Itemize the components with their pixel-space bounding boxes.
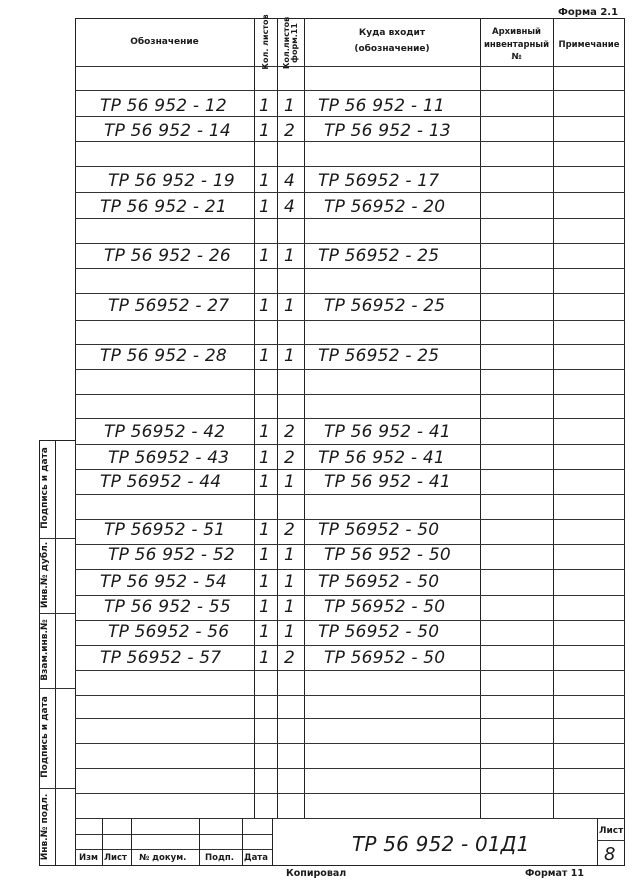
header-where-used-1: Куда входит bbox=[358, 28, 426, 38]
row-designation: ТР 56 952 - 21 bbox=[100, 197, 227, 217]
row-line bbox=[75, 116, 625, 117]
row-sheet-count: 1 bbox=[259, 572, 271, 592]
row-sheet-count: 1 bbox=[259, 472, 271, 492]
row-sheet-count: 1 bbox=[259, 545, 271, 565]
row-format-count: 1 bbox=[284, 545, 296, 565]
row-designation: ТР 56952 - 56 bbox=[108, 622, 230, 642]
row-line bbox=[75, 166, 625, 167]
row-format-count: 4 bbox=[284, 197, 296, 217]
tb-col-1 bbox=[102, 818, 103, 866]
row-format-count: 1 bbox=[284, 572, 296, 592]
row-sheet-count: 1 bbox=[259, 448, 271, 468]
row-where-used: ТР 56 952 - 13 bbox=[324, 121, 451, 141]
row-where-used: ТР 56952 - 25 bbox=[318, 246, 440, 266]
row-format-count: 1 bbox=[284, 597, 296, 617]
row-where-used: ТР 56952 - 50 bbox=[318, 572, 440, 592]
header-bottom-line bbox=[75, 66, 625, 67]
row-line bbox=[75, 645, 625, 646]
row-designation: ТР 56 952 - 52 bbox=[108, 545, 235, 565]
row-format-count: 2 bbox=[284, 422, 296, 442]
row-line bbox=[75, 695, 625, 696]
tb-col-sheet bbox=[597, 818, 598, 866]
row-designation: ТР 56952 - 51 bbox=[104, 520, 226, 540]
row-where-used: ТР 56952 - 50 bbox=[324, 648, 446, 668]
header-note: Примечание bbox=[558, 40, 620, 50]
row-line bbox=[75, 218, 625, 219]
row-designation: ТР 56 952 - 54 bbox=[100, 572, 227, 592]
row-designation: ТР 56 952 - 19 bbox=[108, 171, 235, 191]
row-line bbox=[75, 394, 625, 395]
row-where-used: ТР 56952 - 50 bbox=[318, 622, 440, 642]
row-designation: ТР 56 952 - 14 bbox=[104, 121, 231, 141]
tb-col-2 bbox=[131, 818, 132, 866]
row-line bbox=[75, 90, 625, 91]
header-sheet-count: Кол. листов bbox=[261, 14, 270, 70]
side-label-inv-orig: Инв.№ подл. bbox=[40, 793, 50, 861]
row-where-used: ТР 56952 - 50 bbox=[318, 520, 440, 540]
tb-label-doc-no: № докум. bbox=[139, 853, 187, 863]
row-line bbox=[75, 718, 625, 719]
row-designation: ТР 56952 - 44 bbox=[100, 472, 222, 492]
row-line bbox=[75, 418, 625, 419]
row-sheet-count: 1 bbox=[259, 171, 271, 191]
row-line bbox=[75, 268, 625, 269]
row-where-used: ТР 56952 - 17 bbox=[318, 171, 440, 191]
row-line bbox=[75, 670, 625, 671]
row-designation: ТР 56 952 - 26 bbox=[104, 246, 231, 266]
row-designation: ТР 56 952 - 12 bbox=[100, 96, 227, 116]
title-block-top bbox=[75, 818, 625, 819]
tb-label-date: Дата bbox=[244, 853, 268, 863]
row-where-used: ТР 56 952 - 41 bbox=[318, 448, 445, 468]
row-format-count: 2 bbox=[284, 648, 296, 668]
tb-label-sheet-right: Лист bbox=[599, 826, 624, 836]
row-format-count: 1 bbox=[284, 96, 296, 116]
row-format-count: 1 bbox=[284, 346, 296, 366]
footer-copied: Копировал bbox=[286, 868, 347, 879]
row-line bbox=[75, 620, 625, 621]
header-archive-1: Архивный bbox=[492, 27, 541, 37]
row-line bbox=[75, 369, 625, 370]
row-sheet-count: 1 bbox=[259, 197, 271, 217]
header-where-used-2: (обозначение) bbox=[354, 44, 430, 54]
row-sheet-count: 1 bbox=[259, 296, 271, 316]
row-line bbox=[75, 768, 625, 769]
tb-label-change: Изм bbox=[79, 853, 99, 863]
row-designation: ТР 56952 - 57 bbox=[100, 648, 222, 668]
row-where-used: ТР 56 952 - 41 bbox=[324, 472, 451, 492]
tb-sheet-divider bbox=[597, 840, 625, 841]
row-line bbox=[75, 141, 625, 142]
row-sheet-count: 1 bbox=[259, 597, 271, 617]
row-format-count: 1 bbox=[284, 296, 296, 316]
row-line bbox=[75, 344, 625, 345]
row-where-used: ТР 56 952 - 11 bbox=[318, 96, 445, 116]
header-sheet-count-format: Кол.листов форм.11 bbox=[282, 16, 299, 70]
row-designation: ТР 56 952 - 28 bbox=[100, 346, 227, 366]
header-archive-2: инвентарный bbox=[483, 40, 550, 50]
row-line bbox=[75, 793, 625, 794]
row-where-used: ТР 56 952 - 50 bbox=[324, 545, 451, 565]
form-label: Форма 2.1 bbox=[558, 7, 619, 18]
row-format-count: 1 bbox=[284, 246, 296, 266]
row-line bbox=[75, 595, 625, 596]
row-designation: ТР 56952 - 27 bbox=[108, 296, 230, 316]
footer-format: Формат 11 bbox=[525, 868, 584, 879]
row-format-count: 1 bbox=[284, 472, 296, 492]
row-line bbox=[75, 569, 625, 570]
side-strip-divider bbox=[55, 440, 56, 866]
row-format-count: 4 bbox=[284, 171, 296, 191]
row-sheet-count: 1 bbox=[259, 96, 271, 116]
document-code: ТР 56 952 - 01Д1 bbox=[352, 832, 530, 856]
row-sheet-count: 1 bbox=[259, 346, 271, 366]
row-sheet-count: 1 bbox=[259, 121, 271, 141]
row-where-used: ТР 56952 - 25 bbox=[324, 296, 446, 316]
sheet-number: 8 bbox=[604, 844, 616, 865]
tb-col-5 bbox=[272, 818, 273, 866]
row-line bbox=[75, 444, 625, 445]
header-designation: Обозначение bbox=[130, 37, 199, 47]
row-designation: ТР 56952 - 43 bbox=[108, 448, 230, 468]
row-format-count: 1 bbox=[284, 622, 296, 642]
tb-col-3 bbox=[199, 818, 200, 866]
row-sheet-count: 1 bbox=[259, 520, 271, 540]
row-designation: ТР 56 952 - 55 bbox=[104, 597, 231, 617]
row-sheet-count: 1 bbox=[259, 648, 271, 668]
tb-label-signature: Подп. bbox=[205, 853, 234, 863]
side-label-sign-date-bottom: Подпись и дата bbox=[40, 696, 50, 778]
row-line bbox=[75, 743, 625, 744]
side-label-inv-dup: Инв.№ дубл. bbox=[40, 541, 50, 609]
row-format-count: 2 bbox=[284, 520, 296, 540]
row-line bbox=[75, 243, 625, 244]
row-where-used: ТР 56952 - 50 bbox=[324, 597, 446, 617]
header-archive-3: № bbox=[511, 52, 522, 62]
row-where-used: ТР 56952 - 25 bbox=[318, 346, 440, 366]
side-label-replace-inv: Взам.инв.№ bbox=[40, 619, 50, 681]
row-where-used: ТР 56 952 - 41 bbox=[324, 422, 451, 442]
row-designation: ТР 56952 - 42 bbox=[104, 422, 226, 442]
tb-col-4 bbox=[242, 818, 243, 866]
tb-label-sheet: Лист bbox=[104, 853, 127, 863]
row-line bbox=[75, 494, 625, 495]
row-sheet-count: 1 bbox=[259, 246, 271, 266]
row-line bbox=[75, 469, 625, 470]
row-format-count: 2 bbox=[284, 448, 296, 468]
row-sheet-count: 1 bbox=[259, 622, 271, 642]
row-where-used: ТР 56952 - 20 bbox=[324, 197, 446, 217]
row-format-count: 2 bbox=[284, 121, 296, 141]
row-line bbox=[75, 192, 625, 193]
form-frame bbox=[75, 18, 625, 866]
side-label-sign-date-top: Подпись и дата bbox=[40, 447, 50, 529]
row-sheet-count: 1 bbox=[259, 422, 271, 442]
row-line bbox=[75, 320, 625, 321]
row-line bbox=[75, 293, 625, 294]
